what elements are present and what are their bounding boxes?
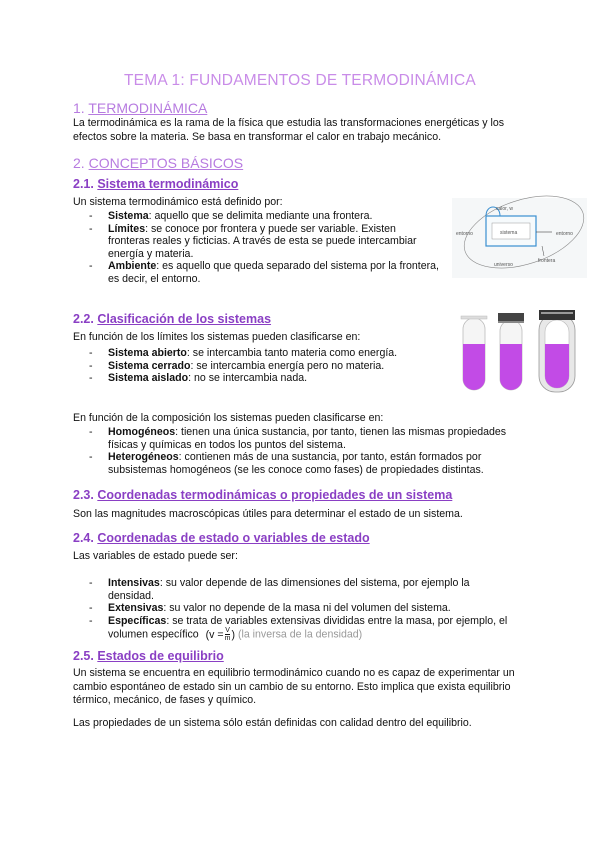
section-2-2-heading (73, 312, 271, 326)
list-item: - Extensivas: su valor no depende de la masa ni del volumen del sistema. (89, 602, 514, 615)
isolated-cap-icon (539, 310, 575, 320)
section-2-3-title: Coordenadas termodinámicas o propiedades de un sistema (97, 488, 453, 502)
list-item: - Específicas: se trata de variables extensivas divididas entre la masa, por ejemplo, el volumen específico (v = $\frac{V}{m}$ ) (la inversa de la densidad) (89, 615, 514, 643)
section-2-1-intro: Un sistema termodinámico está definido por: (73, 196, 283, 208)
test-tubes-illustration (455, 308, 585, 396)
section-2-1-heading (73, 177, 238, 191)
section-2-number: 2. (73, 155, 89, 171)
section-2-1-title: Sistema termodinámico (97, 177, 239, 191)
diagram-label-left: entorno (456, 231, 473, 237)
section-2-4-title: Coordenadas de estado o variables de estado (97, 531, 370, 545)
section-1-text: La termodinámica es la rama de la física que estudia las transformaciones energéticas y los efectos sobre la materia. Se basa en transformar el calor en trabajo mecánico. (73, 117, 505, 143)
diagram-label-frontera: frontera (538, 258, 556, 264)
list-item: - Homogéneos: tienen una única sustancia, por tanto, tienen las mismas propiedades físicas y químicas en todos los puntos del sistema. (89, 426, 514, 451)
list-item: - Límites: se conoce por frontera y puede ser variable. Existen fronteras reales y ficticias. A través de esta se puede intercambiar energía y materia. (89, 223, 439, 261)
list-item: - Sistema cerrado: se intercambia energía pero no materia. (89, 360, 449, 373)
section-2-2-intro-1: En función de los límites los sistemas pueden clasificarse en: (73, 331, 361, 343)
isolated-tube (539, 310, 575, 392)
section-2-5-text-2: Las propiedades de un sistema sólo están definidas con calidad dentro del equilibrio. (73, 717, 472, 729)
page-title: TEMA 1: FUNDAMENTOS DE TERMODINÁMICA (124, 72, 476, 89)
closed-tube (498, 313, 524, 390)
list-item: - Sistema: aquello que se delimita mediante una frontera. (89, 210, 439, 223)
section-2-3-text: Son las magnitudes macroscópicas útiles para determinar el estado de un sistema. (73, 508, 463, 520)
section-2-3-number: 2.3. (73, 488, 98, 502)
section-2-2-list-2 (89, 426, 514, 476)
system-diagram (452, 190, 587, 278)
section-2-title: CONCEPTOS BÁSICOS (88, 155, 244, 171)
section-2-4-list (89, 577, 514, 642)
section-2-2-intro-2: En función de la composición los sistemas pueden clasificarse en: (73, 412, 384, 424)
formula-numerator: V (225, 627, 230, 635)
section-2-5-text-1: Un sistema se encuentra en equilibrio termodinámico cuando no es capaz de experimentar un cambio espontáneo de estado sin un cambio de su entorno. Esto implica que exista equilibrio térmico, mecánico, de fases y químico. (73, 667, 515, 706)
diagram-label-center: sistema (500, 230, 518, 236)
list-item: - Sistema aislado: no se intercambia nada. (89, 372, 449, 385)
diagram-label-top: calor, w (496, 206, 513, 212)
formula-denominator: m (224, 635, 231, 643)
open-tube (461, 316, 487, 390)
formula: (v = $\frac{V}{m}$ ) (205, 627, 235, 643)
section-2-1-list (89, 210, 439, 286)
list-item: - Intensivas: su valor depende de las dimensiones del sistema, por ejemplo la densidad. (89, 577, 514, 602)
section-2-5-title: Estados de equilibrio (97, 649, 224, 663)
section-2-1-number: 2.1. (73, 177, 98, 191)
diagram-label-bottom: universo (494, 262, 513, 268)
section-1-number: 1. (73, 100, 89, 116)
section-2-4-intro: Las variables de estado puede ser: (73, 550, 238, 562)
section-2-5-number: 2.5. (73, 649, 98, 663)
section-2-2-number: 2.2. (73, 312, 98, 326)
list-item: - Sistema abierto: se intercambia tanto materia como energía. (89, 347, 449, 360)
section-2-2-list-1 (89, 347, 449, 385)
formula-note: (la inversa de la densidad) (237, 628, 363, 641)
list-item: - Heterogéneos: contienen más de una sustancia, por tanto, están formados por subsistemas homogéneos (se les conoce como fases) de propiedades distintas. (89, 451, 514, 476)
section-1-heading (73, 100, 207, 116)
list-item: - Ambiente: es aquello que queda separado del sistema por la frontera, es decir, el entorno. (89, 260, 439, 285)
section-2-4-number: 2.4. (73, 531, 98, 545)
section-2-2-title: Clasificación de los sistemas (97, 312, 272, 326)
diagram-label-right: entorno (556, 231, 573, 237)
section-2-3-heading (73, 488, 452, 502)
section-2-heading (73, 155, 243, 171)
section-2-4-heading (73, 531, 370, 545)
section-2-5-heading (73, 649, 224, 663)
section-1-title: TERMODINÁMICA (88, 100, 208, 116)
